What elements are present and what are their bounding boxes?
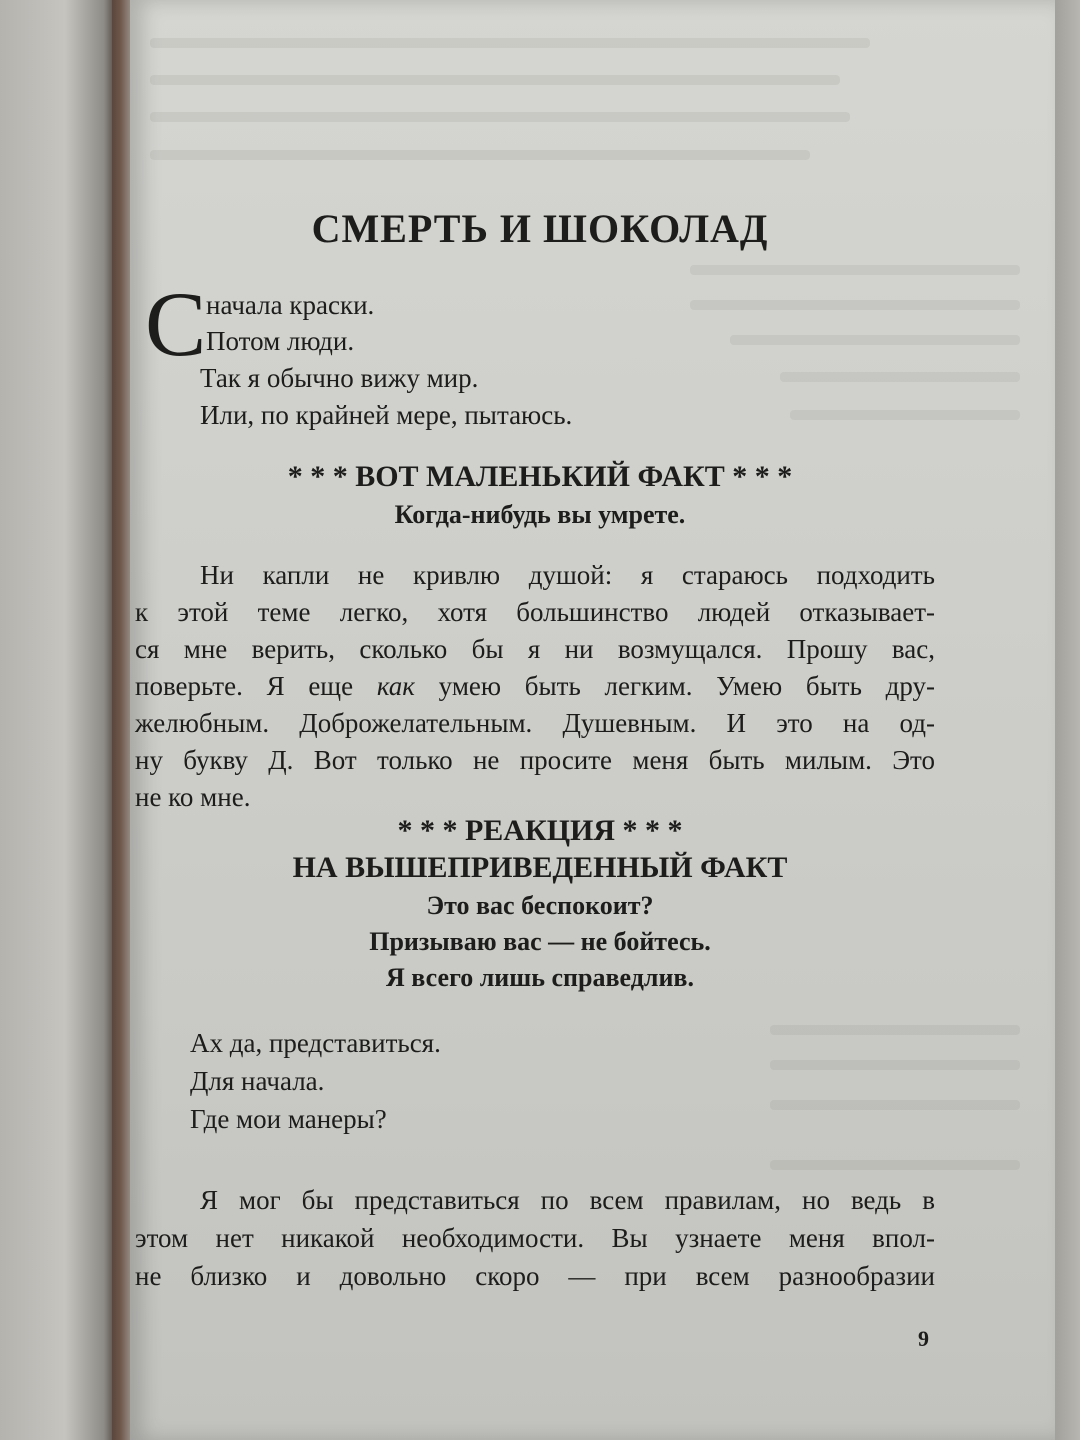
bleed-through-text xyxy=(150,38,870,48)
reaction-heading-line-2: НА ВЫШЕПРИВЕДЕННЫЙ ФАКТ xyxy=(292,851,788,884)
intro-line-2: Потом люди. xyxy=(206,326,355,356)
paragraph1-line-5: желюбным. Доброжелательным. Душевным. И это на од- xyxy=(135,708,935,738)
bleed-through-text xyxy=(780,372,1020,382)
chapter-title: СМЕРТЬ И ШОКОЛАД xyxy=(311,206,769,251)
bleed-through-text xyxy=(150,112,850,122)
intro-line-1: начала краски. xyxy=(206,290,375,320)
bleed-through-text xyxy=(770,1060,1020,1070)
bleed-through-text xyxy=(690,265,1020,275)
italic-word: как xyxy=(376,671,415,701)
paragraph1-line-3: ся мне верить, сколько бы я ни возмущался. Прошу вас, xyxy=(135,634,935,664)
bleed-through-text xyxy=(150,75,840,85)
verse2-line-3: Где мои манеры? xyxy=(190,1104,387,1134)
intro-line-4: Или, по крайней мере, пытаюсь. xyxy=(200,400,573,430)
reaction-subtitle-3: Я всего лишь справедлив. xyxy=(386,963,694,992)
paragraph1-line-4-start: поверьте. Я еще xyxy=(135,671,377,701)
paragraph2-line-3: не близко и довольно скоро — при всем разнообразии xyxy=(135,1261,935,1291)
paragraph2-line-2: этом нет никакой необходимости. Вы узнаете меня впол- xyxy=(135,1223,935,1253)
reaction-subtitle-1: Это вас беспокоит? xyxy=(426,891,654,920)
paragraph1-line-6: ну букву Д. Вот только не просите меня быть милым. Это xyxy=(135,745,935,775)
bleed-through-text xyxy=(790,410,1020,420)
bleed-through-text xyxy=(770,1160,1020,1170)
paragraph2-line-1: Я мог бы представиться по всем правилам, но ведь в xyxy=(200,1185,935,1215)
drop-cap-letter: С xyxy=(145,273,207,375)
verse2-line-1: Ах да, представиться. xyxy=(190,1028,441,1058)
bleed-through-text xyxy=(150,150,810,160)
fact-subtitle: Когда-нибудь вы умрете. xyxy=(394,500,686,529)
intro-line-3: Так я обычно вижу мир. xyxy=(200,363,479,393)
bleed-through-text xyxy=(690,300,1020,310)
paragraph1-line-1: Ни капли не кривлю душой: я стараюсь подходить xyxy=(200,560,935,590)
paragraph1-line-7: не ко мне. xyxy=(135,782,251,812)
paragraph1-line-4-end: умею быть легким. Умею быть дру- xyxy=(438,671,936,701)
paragraph1-line-4 xyxy=(135,668,935,705)
fact-heading: * * * ВОТ МАЛЕНЬКИЙ ФАКТ * * * xyxy=(287,460,793,493)
verse2-line-2: Для начала. xyxy=(190,1066,325,1096)
bleed-through-text xyxy=(770,1025,1020,1035)
reaction-subtitle-2: Призываю вас — не бойтесь. xyxy=(369,927,711,956)
reaction-heading: * * * РЕАКЦИЯ * * * xyxy=(397,814,683,847)
bleed-through-text xyxy=(770,1100,1020,1110)
bleed-through-text xyxy=(730,335,1020,345)
page-number: 9 xyxy=(918,1326,929,1351)
paragraph1-line-2: к этой теме легко, хотя большинство людей отказывает- xyxy=(135,597,935,627)
